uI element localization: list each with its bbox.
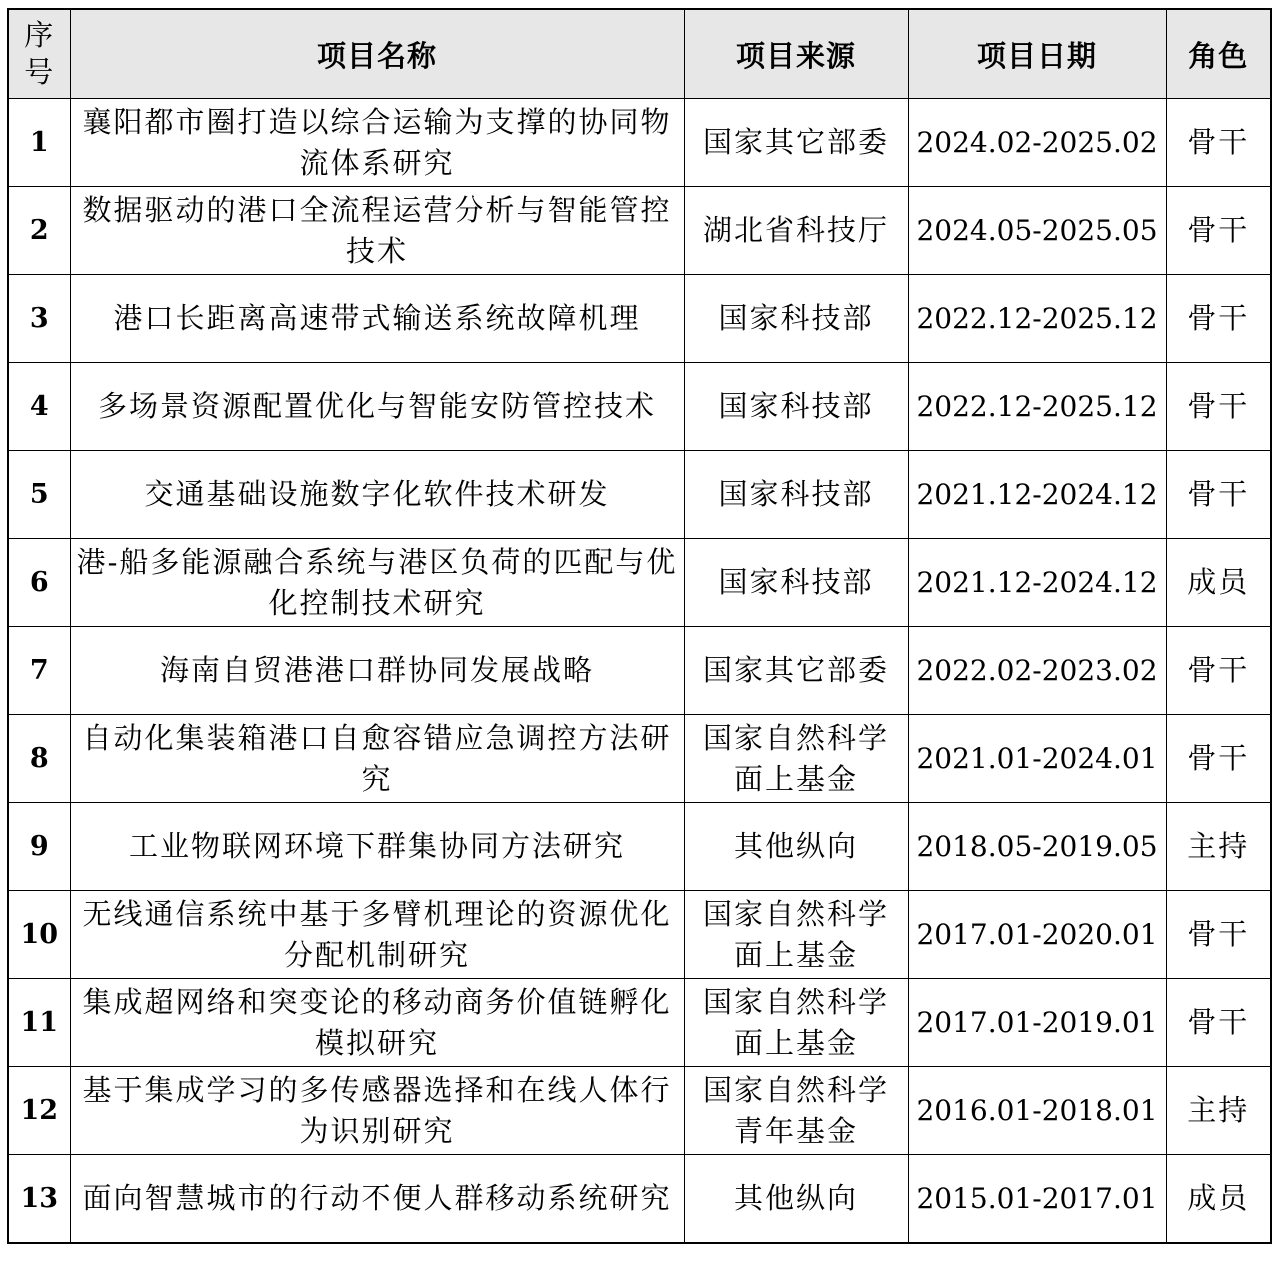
cell-project-date: 2021.01-2024.01 xyxy=(908,715,1166,803)
cell-project-source: 国家自然科学面上基金 xyxy=(684,891,908,979)
cell-project-source: 国家自然科学面上基金 xyxy=(684,715,908,803)
cell-project-date: 2024.05-2025.05 xyxy=(908,187,1166,275)
cell-project-source: 湖北省科技厅 xyxy=(684,187,908,275)
cell-project-date: 2017.01-2020.01 xyxy=(908,891,1166,979)
cell-project-source: 国家科技部 xyxy=(684,539,908,627)
table-row xyxy=(8,275,1271,363)
cell-role: 骨干 xyxy=(1166,891,1271,979)
cell-no: 5 xyxy=(8,451,70,539)
cell-project-name: 自动化集装箱港口自愈容错应急调控方法研究 xyxy=(70,715,684,803)
cell-no: 12 xyxy=(8,1067,70,1155)
cell-project-date: 2015.01-2017.01 xyxy=(908,1155,1166,1244)
cell-project-name: 面向智慧城市的行动不便人群移动系统研究 xyxy=(70,1155,684,1244)
cell-no: 9 xyxy=(8,803,70,891)
cell-project-name: 基于集成学习的多传感器选择和在线人体行为识别研究 xyxy=(70,1067,684,1155)
cell-project-name: 集成超网络和突变论的移动商务价值链孵化模拟研究 xyxy=(70,979,684,1067)
cell-no: 6 xyxy=(8,539,70,627)
cell-project-name: 工业物联网环境下群集协同方法研究 xyxy=(70,803,684,891)
cell-project-name: 多场景资源配置优化与智能安防管控技术 xyxy=(70,363,684,451)
header-role: 角色 xyxy=(1166,9,1271,99)
header-no-line1: 序 xyxy=(24,18,55,52)
header-row xyxy=(8,9,1271,99)
cell-project-source: 国家科技部 xyxy=(684,451,908,539)
cell-project-date: 2021.12-2024.12 xyxy=(908,539,1166,627)
cell-role: 成员 xyxy=(1166,539,1271,627)
cell-role: 骨干 xyxy=(1166,187,1271,275)
cell-project-source: 国家自然科学青年基金 xyxy=(684,1067,908,1155)
cell-project-date: 2018.05-2019.05 xyxy=(908,803,1166,891)
cell-project-name: 港-船多能源融合系统与港区负荷的匹配与优化控制技术研究 xyxy=(70,539,684,627)
cell-project-source: 其他纵向 xyxy=(684,1155,908,1244)
cell-project-name: 襄阳都市圈打造以综合运输为支撑的协同物流体系研究 xyxy=(70,99,684,187)
cell-project-date: 2022.12-2025.12 xyxy=(908,275,1166,363)
table-row xyxy=(8,715,1271,803)
cell-project-name: 交通基础设施数字化软件技术研发 xyxy=(70,451,684,539)
table-row xyxy=(8,363,1271,451)
table-row xyxy=(8,979,1271,1067)
cell-role: 骨干 xyxy=(1166,451,1271,539)
table-row xyxy=(8,99,1271,187)
table-row xyxy=(8,539,1271,627)
cell-project-name: 数据驱动的港口全流程运营分析与智能管控技术 xyxy=(70,187,684,275)
header-name: 项目名称 xyxy=(70,9,684,99)
table-row xyxy=(8,451,1271,539)
cell-role: 主持 xyxy=(1166,1067,1271,1155)
cell-role: 成员 xyxy=(1166,1155,1271,1244)
header-no xyxy=(8,9,70,99)
table-row xyxy=(8,803,1271,891)
table-row xyxy=(8,1155,1271,1244)
table-row xyxy=(8,187,1271,275)
cell-project-source: 国家其它部委 xyxy=(684,99,908,187)
cell-role: 主持 xyxy=(1166,803,1271,891)
cell-project-date: 2016.01-2018.01 xyxy=(908,1067,1166,1155)
cell-project-date: 2021.12-2024.12 xyxy=(908,451,1166,539)
header-no-line2: 号 xyxy=(24,55,55,89)
cell-role: 骨干 xyxy=(1166,627,1271,715)
cell-role: 骨干 xyxy=(1166,99,1271,187)
cell-no: 2 xyxy=(8,187,70,275)
cell-no: 10 xyxy=(8,891,70,979)
cell-project-name: 海南自贸港港口群协同发展战略 xyxy=(70,627,684,715)
cell-project-name: 港口长距离高速带式输送系统故障机理 xyxy=(70,275,684,363)
table-row xyxy=(8,1067,1271,1155)
cell-project-date: 2024.02-2025.02 xyxy=(908,99,1166,187)
cell-no: 8 xyxy=(8,715,70,803)
cell-project-source: 国家科技部 xyxy=(684,363,908,451)
cell-project-date: 2022.12-2025.12 xyxy=(908,363,1166,451)
cell-project-date: 2022.02-2023.02 xyxy=(908,627,1166,715)
cell-no: 3 xyxy=(8,275,70,363)
cell-role: 骨干 xyxy=(1166,363,1271,451)
table-row xyxy=(8,891,1271,979)
table-row xyxy=(8,627,1271,715)
cell-no: 7 xyxy=(8,627,70,715)
cell-project-source: 国家科技部 xyxy=(684,275,908,363)
cell-no: 13 xyxy=(8,1155,70,1244)
header-source: 项目来源 xyxy=(684,9,908,99)
cell-project-name: 无线通信系统中基于多臂机理论的资源优化分配机制研究 xyxy=(70,891,684,979)
cell-role: 骨干 xyxy=(1166,715,1271,803)
header-date: 项目日期 xyxy=(908,9,1166,99)
cell-no: 4 xyxy=(8,363,70,451)
cell-project-source: 其他纵向 xyxy=(684,803,908,891)
project-table xyxy=(7,8,1272,1244)
cell-no: 11 xyxy=(8,979,70,1067)
cell-role: 骨干 xyxy=(1166,275,1271,363)
cell-project-source: 国家自然科学面上基金 xyxy=(684,979,908,1067)
cell-project-date: 2017.01-2019.01 xyxy=(908,979,1166,1067)
cell-project-source: 国家其它部委 xyxy=(684,627,908,715)
cell-no: 1 xyxy=(8,99,70,187)
cell-role: 骨干 xyxy=(1166,979,1271,1067)
